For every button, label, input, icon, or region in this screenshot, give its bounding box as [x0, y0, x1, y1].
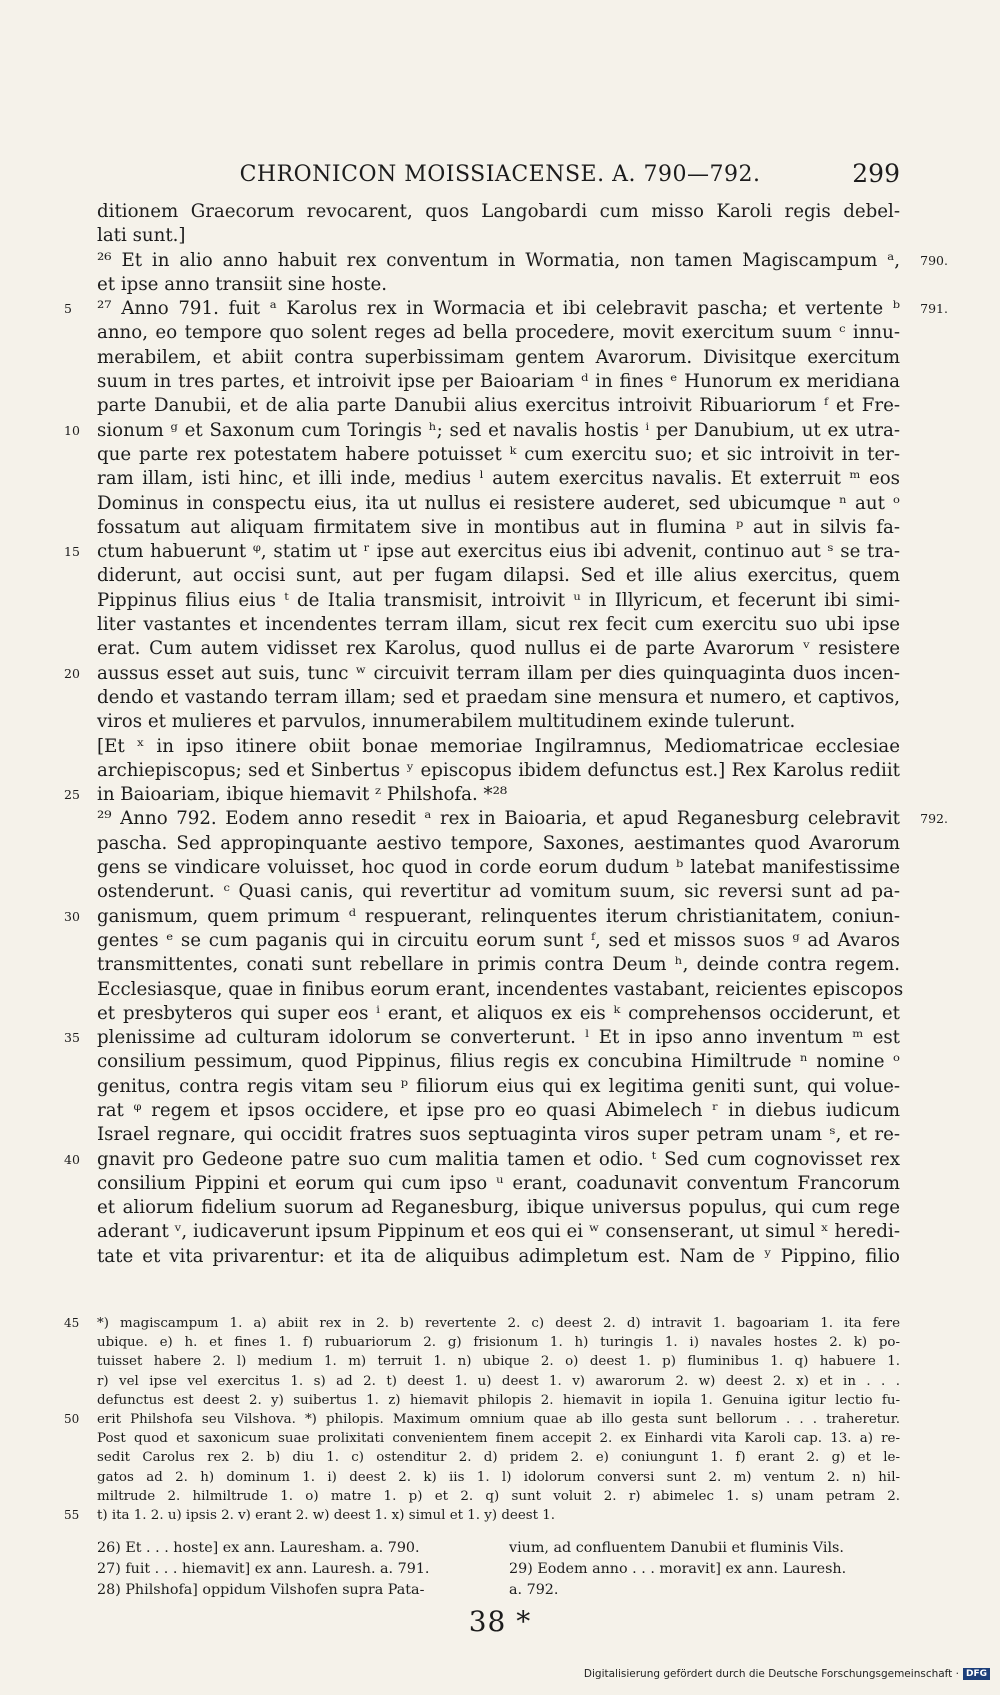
line-text: parte Danubii, et de alia parte Danubii alius exercitus introivit Ribuariorum ᶠ et Fre- [97, 395, 900, 417]
text-line [97, 1099, 900, 1123]
line-text: et ipse anno transiit sine hoste. [97, 273, 388, 295]
text-line [97, 321, 900, 345]
line-text: viros et mulieres et parvulos, innumerabilem multitudinem exinde tulerunt. [97, 711, 796, 733]
line-text: transmittentes, conati sunt rebellare in primis contra Deum ʰ, deinde contra regem. [97, 954, 900, 976]
line-text: gnavit pro Gedeone patre suo cum malitia tamen et odio. ᵗ Sed cum cognovisset rex [97, 1148, 900, 1170]
footnote-line [64, 1506, 900, 1525]
text-line [97, 710, 900, 734]
footnote-line [97, 1487, 900, 1506]
line-text: Dominus in conspectu eius, ita ut nullus ei resistere auderet, sed ubicumque ⁿ aut ᵒ [97, 492, 900, 514]
line-text: erat. Cum autem vidisset rex Karolus, quod nullus ei de parte Avarorum ᵛ resistere [97, 638, 900, 660]
line-text: ostenderunt. ᶜ Quasi canis, qui revertitur ad vomitum suum, sic reversi sunt ad pa- [97, 881, 900, 903]
text-line [97, 370, 900, 394]
text-line [97, 1123, 900, 1147]
line-text: sedit Carolus rex 2. b) diu 1. c) ostenditur 2. d) pridem 2. e) coniungunt 1. f) erant 2. g) et le- [97, 1450, 900, 1466]
source-note: 29) Eodem anno . . . moravit] ex ann. Lauresh. [509, 1561, 847, 1577]
text-line [97, 1196, 900, 1220]
text-line [97, 637, 900, 661]
text-line [97, 467, 900, 491]
text-line [64, 783, 900, 807]
line-number: 55 [64, 1507, 80, 1522]
text-line [64, 905, 900, 929]
main-text [64, 200, 948, 1269]
line-text: gentes ᵉ se cum paganis qui in circuitu eorum sunt ᶠ, sed et missos suos ᵍ ad Avaros [97, 929, 900, 951]
text-line [97, 1075, 900, 1099]
line-text: ubique. e) h. et fines 1. f) rubuariorum 2. g) frisionum 1. h) turingis 1. i) navales hostes 2. k) po- [97, 1335, 900, 1351]
source-notes-right-column [509, 1538, 900, 1601]
line-text: ram illam, isti hinc, et illi inde, medius ˡ autem exercitus navalis. Et exterruit ᵐ eos [97, 468, 900, 490]
text-line [64, 297, 948, 321]
text-line [64, 419, 900, 443]
line-text: ²⁷ Anno 791. fuit ᵃ Karolus rex in Wormacia et ibi celebravit pascha; et vertente ᵇ [97, 298, 900, 320]
text-line [97, 346, 900, 370]
line-text: Israel regnare, qui occidit fratres suos septuaginta viros super petram unam ˢ, et re- [97, 1124, 900, 1146]
text-line [97, 832, 900, 856]
text-line [97, 200, 900, 224]
margin-year: 792. [920, 811, 948, 827]
text-line [64, 1148, 900, 1172]
line-text: aderant ᵛ, iudicaverunt ipsum Pippinum et eos qui ei ʷ consenserant, ut simul ˣ heredi- [97, 1221, 900, 1243]
text-line [97, 735, 900, 759]
text-line [64, 662, 900, 686]
line-text: et aliorum fidelium suorum ad Reganesburg, ibique universus populus, qui cum rege [97, 1197, 900, 1219]
line-number: 45 [64, 1316, 80, 1330]
footnote-line [64, 1314, 900, 1333]
line-number: 15 [64, 544, 80, 560]
footnote-line [97, 1429, 900, 1448]
source-note: vium, ad confluentem Danubii et fluminis Vils. [509, 1540, 844, 1556]
line-text: in Baioariam, ibique hiemavit ᶻ Philshofa. *²⁸ [97, 784, 508, 806]
text-line [97, 978, 904, 1002]
line-text: ditionem Graecorum revocarent, quos Langobardi cum misso Karoli regis debel- [97, 201, 900, 222]
line-text: ctum habuerunt ᵠ, statim ut ʳ ipse aut exercitus eius ibi advenit, continuo aut ˢ se tra- [97, 541, 900, 563]
text-line [97, 613, 900, 637]
line-text: consilium pessimum, quod Pippinus, filius regis ex concubina Himiltrude ⁿ nomine ᵒ [97, 1051, 900, 1073]
line-number: 50 [64, 1411, 80, 1426]
line-text: rat ᵠ regem et ipsos occidere, et ipse pro eo quasi Abimelech ʳ in diebus iudicum [97, 1099, 900, 1121]
line-text: fossatum aut aliquam firmitatem sive in montibus aut in flumina ᵖ aut in silvis fa- [97, 516, 900, 538]
line-text: Post quod et saxonicum suae prolixitati convenientem finem accepit 2. ex Einhardi vita Karoli cap. 13. a) re- [97, 1431, 900, 1447]
text-line [97, 224, 900, 248]
text-line [97, 856, 900, 880]
text-line [97, 492, 900, 516]
line-text: ²⁹ Anno 792. Eodem anno resedit ᵃ rex in Baioaria, et apud Reganesburg celebravit [97, 808, 900, 830]
source-notes-left-column [97, 1538, 487, 1601]
footnote-line [97, 1391, 900, 1410]
line-text: r) vel ipse vel exercitus 1. s) ad 2. t) deest 1. u) deest 1. v) awarorum 2. w) deest 2. x) et in . . . [97, 1373, 900, 1389]
footnote-line [97, 1333, 900, 1352]
line-text: suum in tres partes, et introivit ipse per Baioariam ᵈ in fines ᵉ Hunorum ex meridiana [97, 371, 900, 393]
line-text: gatos ad 2. h) dominum 1. i) deest 2. k) iis 1. l) idolorum conversi sunt 2. m) ventum 2. n) hil- [97, 1469, 900, 1485]
line-text: t) ita 1. 2. u) ipsis 2. v) erant 2. w) deest 1. x) simul et 1. y) deest 1. [97, 1507, 556, 1523]
text-line [97, 880, 900, 904]
line-text: aussus esset aut suis, tunc ʷ circuivit terram illam per dies quinquaginta duos incen- [97, 662, 900, 684]
line-text: diderunt, aut occisi sunt, aut per fugam dilapsi. Sed et ille alius exercitus, quem [97, 565, 900, 587]
text-line [97, 273, 900, 297]
line-number: 10 [64, 422, 80, 438]
text-line [97, 394, 900, 418]
line-number: 20 [64, 665, 80, 681]
text-line [97, 807, 948, 831]
digitization-credit [584, 1668, 990, 1680]
line-number: 25 [64, 787, 80, 803]
line-text: defunctus est deest 2. y) suibertus 1. z) hiemavit philopis 2. hiemavit in iopila 1. Genuina igitur lectio fu- [97, 1392, 900, 1408]
text-line [97, 589, 900, 613]
footnote-line [64, 1410, 900, 1429]
line-text: consilium Pippini et eorum qui cum ipso ᵘ erant, coadunavit conventum Francorum [97, 1172, 900, 1194]
line-text: miltrude 2. hilmiltrude 1. o) matre 1. p) et 2. q) sunt voluit 2. r) abimelec 1. s) unam petram 2. [97, 1488, 900, 1504]
text-line [64, 1026, 900, 1050]
line-number: 30 [64, 908, 80, 924]
line-text: Ecclesiasque, quae in finibus eorum erant, incendentes vastabant, reicientes episcopos [97, 978, 904, 1000]
footnote-line [97, 1352, 900, 1371]
line-text: Pippinus filius eius ᵗ de Italia transmisit, introivit ᵘ in Illyricum, et fecerunt ibi simi- [97, 589, 900, 611]
line-text: liter vastantes et incendentes terram illam, sicut rex fecit cum exercitu suo ubi ipse [97, 614, 900, 636]
footnote-line [97, 1448, 900, 1467]
line-number: 35 [64, 1030, 80, 1046]
text-line [97, 953, 900, 977]
text-line [97, 1050, 900, 1074]
text-line [97, 1220, 900, 1244]
critical-apparatus [64, 1314, 900, 1525]
sheet-signature: 38 * [468, 1605, 532, 1638]
footnote-line [97, 1372, 900, 1391]
line-text: tate et vita privarentur: et ita de aliquibus adimpletum est. Nam de ʸ Pippino, filio [97, 1245, 900, 1267]
text-line [97, 759, 900, 783]
credit-text: Digitalisierung gefördert durch die Deutsche Forschungsgemeinschaft · [583, 1668, 959, 1680]
line-text: genitus, contra regis vitam seu ᵖ filiorum eius qui ex legitima geniti sunt, qui volue- [97, 1075, 900, 1097]
text-line [97, 564, 900, 588]
line-text: archiepiscopus; sed et Sinbertus ʸ episcopus ibidem defunctus est.] Rex Karolus rediit [97, 759, 900, 781]
source-note: 27) fuit . . . hiemavit] ex ann. Lauresh. a. 791. [97, 1561, 430, 1577]
line-text: pascha. Sed appropinquante aestivo tempore, Saxones, aestimantes quod Avarorum [97, 832, 900, 854]
line-text: *) magiscampum 1. a) abiit rex in 2. b) revertente 2. c) deest 2. d) intravit 1. bagoariam 1. ita fere [97, 1316, 900, 1331]
source-note: a. 792. [509, 1582, 559, 1598]
text-line [97, 1172, 900, 1196]
text-line [97, 1002, 900, 1026]
source-note: 28) Philshofa] oppidum Vilshofen supra Pata- [97, 1582, 425, 1598]
text-line [97, 443, 900, 467]
line-text: dendo et vastando terram illam; sed et praedam sine mensura et numero, et captivos, [97, 686, 900, 708]
line-text: et presbyteros qui super eos ⁱ erant, et aliquos ex eis ᵏ comprehensos occiderunt, et [97, 1002, 900, 1024]
margin-year: 790. [920, 252, 948, 268]
text-line [97, 686, 900, 710]
line-text: tuisset habere 2. l) medium 1. m) terruit 1. n) ubique 2. o) deest 1. p) fluminibus 1. q) habuere 1. [97, 1354, 900, 1370]
line-text: merabilem, et abiit contra superbissimam gentem Avarorum. Divisitque exercitum [97, 346, 900, 368]
margin-year: 791. [920, 301, 948, 317]
line-text: anno, eo tempore quo solent reges ad bella procedere, movit exercitum suum ᶜ innu- [97, 322, 900, 344]
line-text: sionum ᵍ et Saxonum cum Toringis ʰ; sed et navalis hostis ⁱ per Danubium, ut ex utra- [97, 419, 900, 441]
page-number: 299 [852, 159, 900, 188]
line-text: ²⁶ Et in alio anno habuit rex conventum in Wormatia, non tamen Magiscampum ᵃ, [97, 249, 900, 271]
text-line [97, 249, 948, 273]
line-text: [Et ˣ in ipso itinere obiit bonae memoriae Ingilramnus, Mediomatricae ecclesiae [97, 735, 900, 757]
line-number: 40 [64, 1151, 80, 1167]
text-line [64, 540, 900, 564]
line-text: lati sunt.] [97, 225, 186, 247]
dfg-logo: DFG [963, 1668, 990, 1680]
line-text: gens se vindicare voluisset, hoc quod in corde eorum dudum ᵇ latebat manifestissime [97, 857, 900, 879]
line-text: erit Philshofa seu Vilshova. *) philopis. Maximum omnium quae ab illo gesta sunt bellorum . . . traheretur. [97, 1411, 900, 1427]
line-text: ganismum, quem primum ᵈ respuerant, relinquentes iterum christianitatem, coniun- [97, 905, 900, 927]
text-line [97, 516, 900, 540]
running-title: CHRONICON MOISSIACENSE. A. 790—792. [239, 162, 761, 187]
line-text: plenissime ad culturam idolorum se converterunt. ˡ Et in ipso anno inventum ᵐ est [97, 1027, 900, 1049]
source-note: 26) Et . . . hoste] ex ann. Lauresham. a. 790. [97, 1540, 420, 1556]
running-header [100, 159, 900, 188]
footnote-line [97, 1468, 900, 1487]
text-line [97, 1245, 900, 1269]
line-number: 5 [64, 301, 72, 317]
text-line [97, 929, 900, 953]
line-text: que parte rex potestatem habere potuisset ᵏ cum exercitu suo; et sic introivit in ter- [97, 443, 900, 465]
